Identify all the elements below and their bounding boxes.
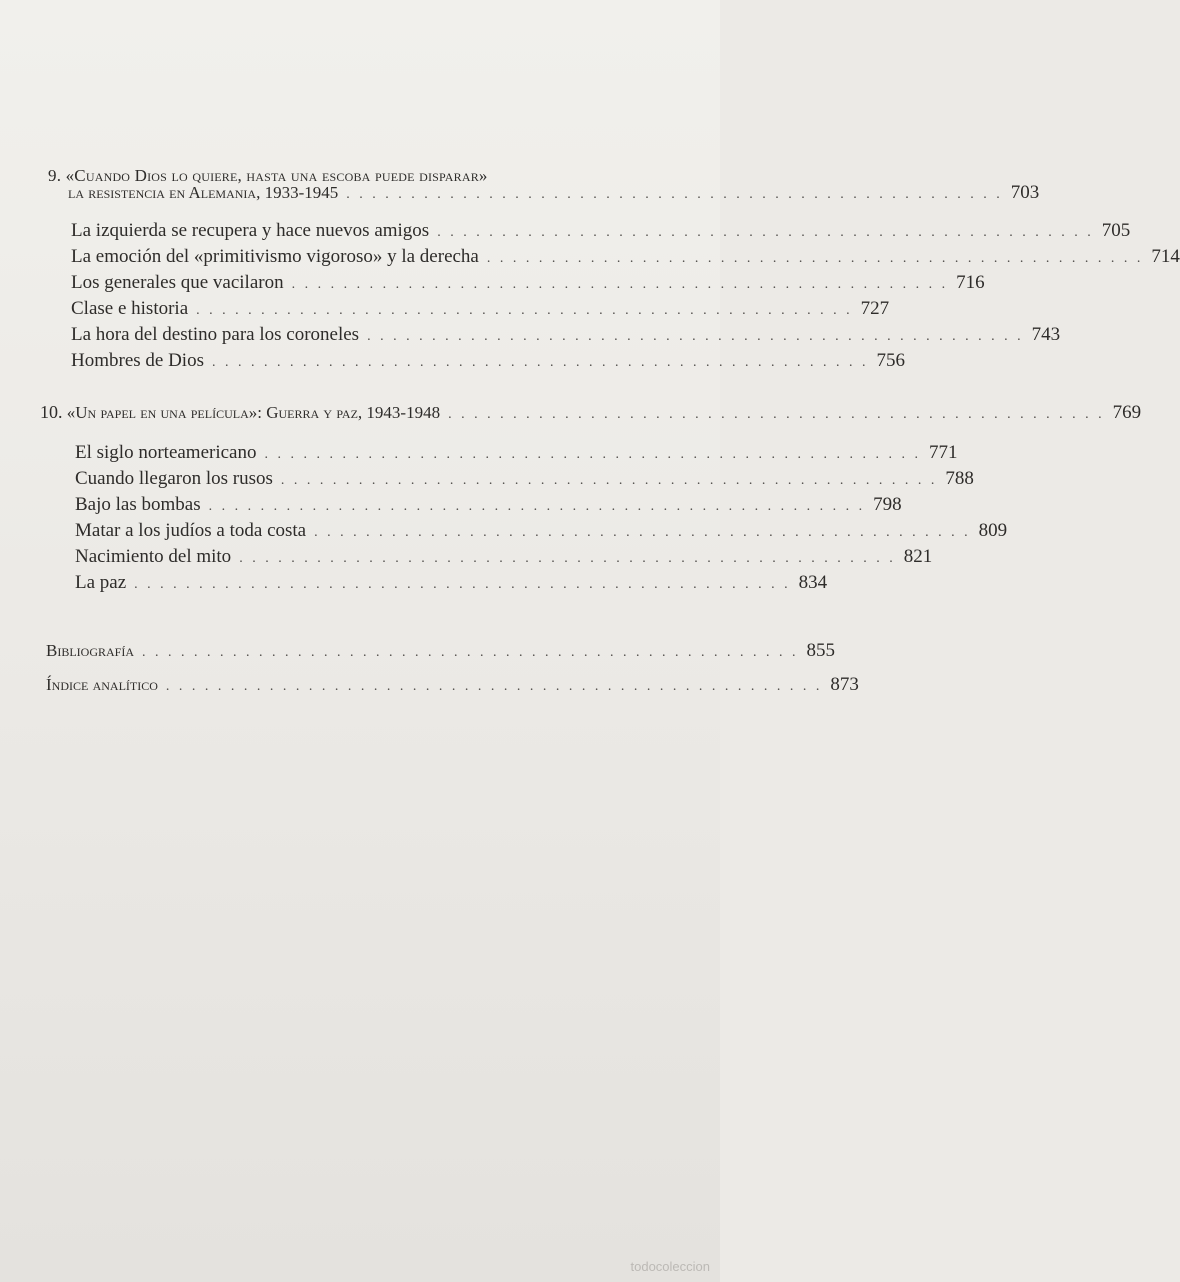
toc-entry-label: Matar a los judíos a toda costa <box>75 520 307 541</box>
chapter-10-number: 10. <box>40 402 63 422</box>
chapter-10-heading <box>40 402 440 423</box>
chapter-10-page: 769 <box>1112 402 1142 423</box>
toc-entry <box>71 298 890 320</box>
leader-dots: . . . . . . . . . . . . . . . . . . . . . . . . . . . . . . . . . . . . . . . . . . . . . . . . . . . <box>134 577 791 592</box>
toc-entry-page: 834 <box>798 572 828 593</box>
leader-dots: . . . . . . . . . . . . . . . . . . . . . . . . . . . . . . . . . . . . . . . . . . . . . . . . . . . <box>280 473 938 488</box>
bibliography-label: Bibliografía <box>46 641 135 660</box>
leader-dots: . . . . . . . . . . . . . . . . . . . . . . . . . . . . . . . . . . . . . . . . . . . . . . . . . . . <box>165 679 823 694</box>
chapter-9-title-text: «Cuando Dios lo quiere, hasta una escoba puede disparar» <box>65 166 488 185</box>
toc-entry-page: 771 <box>929 442 958 463</box>
leader-dots: . . . . . . . . . . . . . . . . . . . . . . . . . . . . . . . . . . . . . . . . . . . . . . . . . . . <box>314 525 971 540</box>
toc-entry-label: Nacimiento del mito <box>75 546 232 567</box>
leader-dots: . . . . . . . . . . . . . . . . . . . . . . . . . . . . . . . . . . . . . . . . . . . . . . . . . . . <box>264 447 921 462</box>
toc-entry <box>75 468 974 490</box>
index-page: 873 <box>830 674 859 695</box>
chapter-10-title-text: «Un papel en una película»: Guerra y paz, 1943-1948 <box>66 403 441 422</box>
chapter-9-number: 9. <box>48 166 62 185</box>
toc-entry <box>75 546 933 568</box>
toc-entry-label: El siglo norteamericano <box>75 442 257 463</box>
chapter-9-page: 703 <box>1010 182 1040 203</box>
toc-entry-page: 716 <box>956 272 985 293</box>
toc-entry-label: Clase e historia <box>71 298 189 319</box>
toc-entry-label: La emoción del «primitivismo vigoroso» y la derecha <box>71 246 479 267</box>
leader-dots: . . . . . . . . . . . . . . . . . . . . . . . . . . . . . . . . . . . . . . . . . . . . . . . . . . . <box>346 187 1003 202</box>
toc-entry-page: 727 <box>860 298 890 319</box>
toc-entry-label: La paz <box>75 572 127 593</box>
chapter-9-subtitle: la resistencia en Alemania, 1933-1945 <box>68 183 339 202</box>
toc-entry <box>75 520 1008 542</box>
leader-dots: . . . . . . . . . . . . . . . . . . . . . . . . . . . . . . . . . . . . . . . . . . . . . . . . . . . <box>448 407 1105 422</box>
chapter-10-title <box>40 402 1142 424</box>
toc-entry-label: Cuando llegaron los rusos <box>75 468 273 489</box>
leader-dots: . . . . . . . . . . . . . . . . . . . . . . . . . . . . . . . . . . . . . . . . . . . . . . . . . . . <box>211 355 869 370</box>
leader-dots: . . . . . . . . . . . . . . . . . . . . . . . . . . . . . . . . . . . . . . . . . . . . . . . . . . . <box>291 277 949 292</box>
toc-entry-page: 821 <box>903 546 933 567</box>
toc-entry-label: La hora del destino para los coroneles <box>71 324 360 345</box>
index-entry <box>46 674 859 696</box>
toc-entry-page: 705 <box>1101 220 1131 241</box>
leader-dots: . . . . . . . . . . . . . . . . . . . . . . . . . . . . . . . . . . . . . . . . . . . . . . . . . . . <box>239 551 896 566</box>
leader-dots: . . . . . . . . . . . . . . . . . . . . . . . . . . . . . . . . . . . . . . . . . . . . . . . . . . . <box>367 329 1024 344</box>
toc-entry <box>71 272 985 294</box>
toc-entry-label: Bajo las bombas <box>75 494 201 515</box>
index-label: Índice analítico <box>46 675 158 694</box>
toc-entry <box>75 442 958 464</box>
leader-dots: . . . . . . . . . . . . . . . . . . . . . . . . . . . . . . . . . . . . . . . . . . . . . . . . . . . <box>486 251 1144 266</box>
toc-entry-label: La izquierda se recupera y hace nuevos amigos <box>71 220 430 241</box>
leader-dots: . . . . . . . . . . . . . . . . . . . . . . . . . . . . . . . . . . . . . . . . . . . . . . . . . . . <box>196 303 853 318</box>
toc-entry <box>71 350 905 372</box>
toc-entry-label: Los generales que vacilaron <box>71 272 284 293</box>
watermark: todocoleccion <box>630 1259 710 1274</box>
toc-entry-page: 809 <box>978 520 1008 541</box>
leader-dots: . . . . . . . . . . . . . . . . . . . . . . . . . . . . . . . . . . . . . . . . . . . . . . . . . . . <box>208 499 866 514</box>
toc-entry <box>75 494 902 516</box>
leader-dots: . . . . . . . . . . . . . . . . . . . . . . . . . . . . . . . . . . . . . . . . . . . . . . . . . . . <box>437 225 1094 240</box>
toc-entry-page: 788 <box>945 468 974 489</box>
bibliography-entry <box>46 640 836 662</box>
leader-dots: . . . . . . . . . . . . . . . . . . . . . . . . . . . . . . . . . . . . . . . . . . . . . . . . . . . <box>142 645 799 660</box>
toc-entry-page: 756 <box>876 350 905 371</box>
toc-entry-page: 743 <box>1031 324 1061 345</box>
toc-entry-label: Hombres de Dios <box>71 350 204 371</box>
toc-entry-page: 714 <box>1151 246 1180 267</box>
chapter-9-title-line2 <box>68 182 1040 204</box>
toc-entry <box>71 220 1131 242</box>
bibliography-page: 855 <box>806 640 836 661</box>
toc-entry <box>71 246 1180 268</box>
toc-entry <box>75 572 828 594</box>
toc-entry-page: 798 <box>873 494 902 515</box>
toc-entry <box>71 324 1061 346</box>
